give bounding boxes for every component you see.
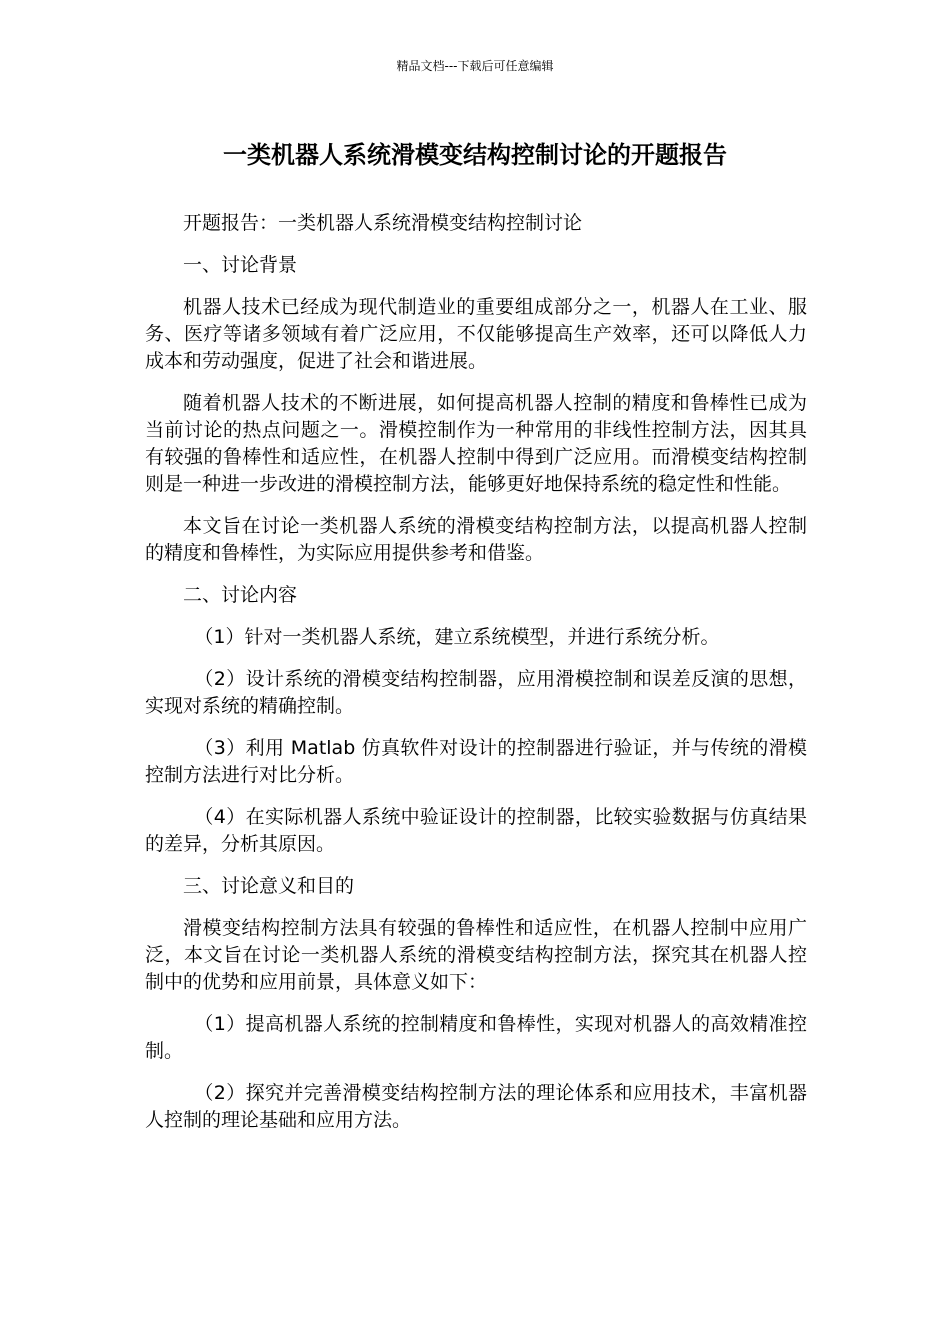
header-note: 精品文档---下载后可任意编辑	[396, 59, 554, 73]
section-heading-background: 一、讨论背景	[183, 254, 298, 276]
content-item-1: （1）针对一类机器人系统，建立系统模型，并进行系统分析。	[194, 626, 720, 648]
significance-paragraph: 滑模变结构控制方法具有较强的鲁棒性和适应性，在机器人控制中应用广泛，本文旨在讨论一类机器人系统的滑模变结构控制方法，探究其在机器人控制中的优势和应用前景，具体意义如下：	[145, 917, 807, 993]
section-heading-significance: 三、讨论意义和目的	[183, 875, 355, 897]
content-item-3: （3）利用 Matlab 仿真软件对设计的控制器进行验证，并与传统的滑模控制方法进行对比分析。	[145, 737, 807, 786]
content-item-4: （4）在实际机器人系统中验证设计的控制器，比较实验数据与仿真结果的差异，分析其原因。	[145, 806, 807, 855]
background-paragraph-3: 本文旨在讨论一类机器人系统的滑模变结构控制方法，以提高机器人控制的精度和鲁棒性，为实际应用提供参考和借鉴。	[145, 515, 807, 564]
significance-item-2: （2）探究并完善滑模变结构控制方法的理论体系和应用技术，丰富机器人控制的理论基础和应用方法。	[145, 1082, 807, 1131]
document-body	[145, 210, 807, 1149]
document-title: 一类机器人系统滑模变结构控制讨论的开题报告	[223, 141, 727, 169]
section-heading-content: 二、讨论内容	[183, 584, 298, 606]
content-item-2: （2）设计系统的滑模变结构控制器，应用滑模控制和误差反演的思想，实现对系统的精确控制。	[145, 668, 807, 717]
background-paragraph-1: 机器人技术已经成为现代制造业的重要组成部分之一，机器人在工业、服务、医疗等诸多领域有着广泛应用，不仅能够提高生产效率，还可以降低人力成本和劳动强度，促进了社会和谐进展。	[145, 296, 807, 372]
significance-item-1: （1）提高机器人系统的控制精度和鲁棒性，实现对机器人的高效精准控制。	[145, 1013, 807, 1062]
report-subject-line: 开题报告：一类机器人系统滑模变结构控制讨论	[183, 212, 583, 234]
background-paragraph-2: 随着机器人技术的不断进展，如何提高机器人控制的精度和鲁棒性已成为当前讨论的热点问题之一。滑模控制作为一种常用的非线性控制方法，因其具有较强的鲁棒性和适应性，在机器人控制中得到广泛应用。而滑模变结构控制则是一种进一步改进的滑模控制方法，能够更好地保持系统的稳定性和性能。	[145, 392, 807, 495]
